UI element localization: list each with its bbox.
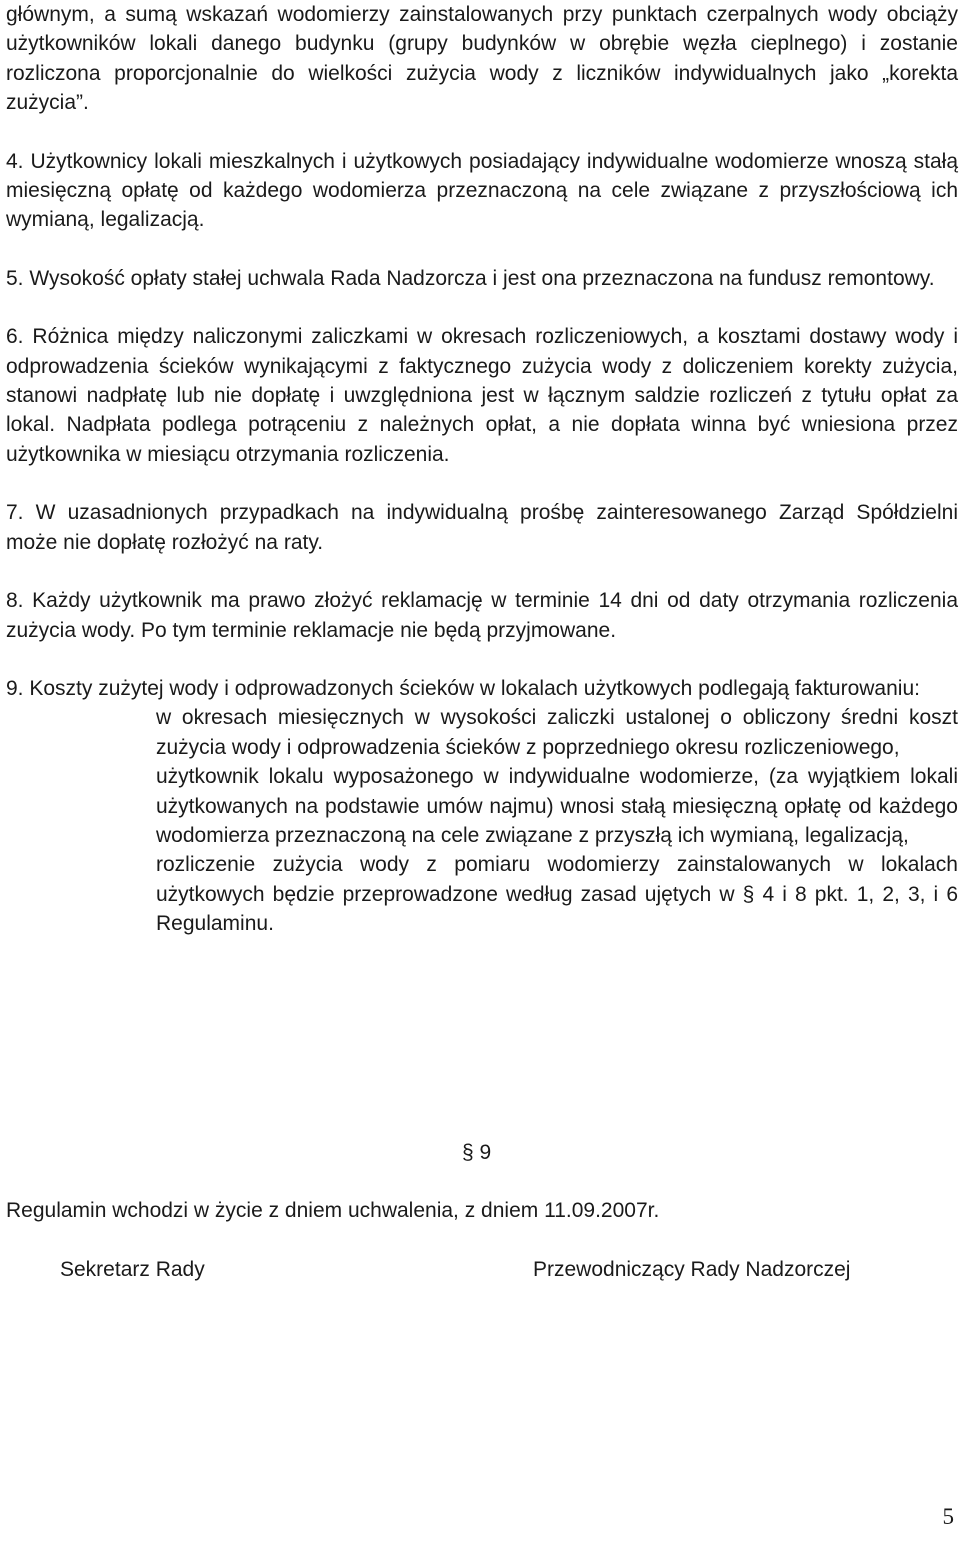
- item-5: 5. Wysokość opłaty stałej uchwala Rada Nadzorcza i jest ona przeznaczona na fundusz remontowy.: [6, 266, 935, 290]
- document-body: [6, 0, 958, 939]
- item-7: 7. W uzasadnionych przypadkach na indywidualną prośbę zainteresowanego Zarząd Spółdzielni może nie dopłatę rozłożyć na raty.: [6, 501, 958, 554]
- signature-secretary: Sekretarz Rady: [60, 1258, 205, 1281]
- sub-item-2: użytkownik lokalu wyposażonego w indywidualne wodomierze, (za wyjątkiem lokali użytkowanych na podstawie umów najmu) wnosi stałą miesięczną opłatę od każdego wodomierza przeznaczoną na cele związane z przyszłą ich wymianą, legalizacją,: [156, 765, 958, 847]
- item-9: 9. Koszty zużytej wody i odprowadzonych ścieków w lokalach użytkowych podlegają fakturowaniu:: [6, 676, 920, 700]
- item-6: 6. Różnica między naliczonymi zaliczkami w okresach rozliczeniowych, a kosztami dostawy wody i odprowadzenia ścieków wynikającymi z faktycznego zużycia wody z doliczeniem korekty zużycia, stanowi nadpłatę lub nie dopłatę i uwzględniona jest w łącznym saldzie rozliczeń z tytułu opłat za lokal. Nadpłata podlega potrąceniu z należnych opłat, a nie dopłata winna być wniesiona przez użytkownika w miesiącu otrzymania rozliczenia.: [6, 325, 958, 466]
- section-mark: § 9: [462, 1141, 492, 1164]
- item-8: 8. Każdy użytkownik ma prawo złożyć reklamację w terminie 14 dni od daty otrzymania rozliczenia zużycia wody. Po tym terminie reklamacje nie będą przyjmowane.: [6, 589, 958, 642]
- sub-item-1: w okresach miesięcznych w wysokości zaliczki ustalonej o obliczony średni koszt zużycia wody i odprowadzenia ścieków z poprzedniego okresu rozliczeniowego,: [156, 706, 958, 759]
- signature-chairman: Przewodniczący Rady Nadzorczej: [533, 1258, 851, 1281]
- effective-date-line: Regulamin wchodzi w życie z dniem uchwalenia, z dniem 11.09.2007r.: [6, 1199, 660, 1222]
- sub-item-3: rozliczenie zużycia wody z pomiaru wodomierzy zainstalowanych w lokalach użytkowych będzie przeprowadzone według zasad ujętych w § 4 i 8 pkt. 1, 2, 3, i 6 Regulaminu.: [156, 853, 958, 936]
- item-9-sublist: [156, 703, 958, 938]
- intro-paragraph: głównym, a sumą wskazań wodomierzy zainstalowanych przy punktach czerpalnych wody obciąży użytkowników lokali danego budynku (grupy budynków w obrębie węzła cieplnego) i zostanie rozliczona proporcjonalnie do wielkości zużycia wody z liczników indywidualnych jako „korekta zużycia”.: [6, 3, 958, 115]
- item-4: 4. Użytkownicy lokali mieszkalnych i użytkowych posiadający indywidualne wodomierze wnoszą stałą miesięczną opłatę od każdego wodomierza przeznaczoną na cele związane z przyszłościową ich wymianą, legalizacją.: [6, 149, 958, 232]
- page-number: 5: [942, 1504, 954, 1529]
